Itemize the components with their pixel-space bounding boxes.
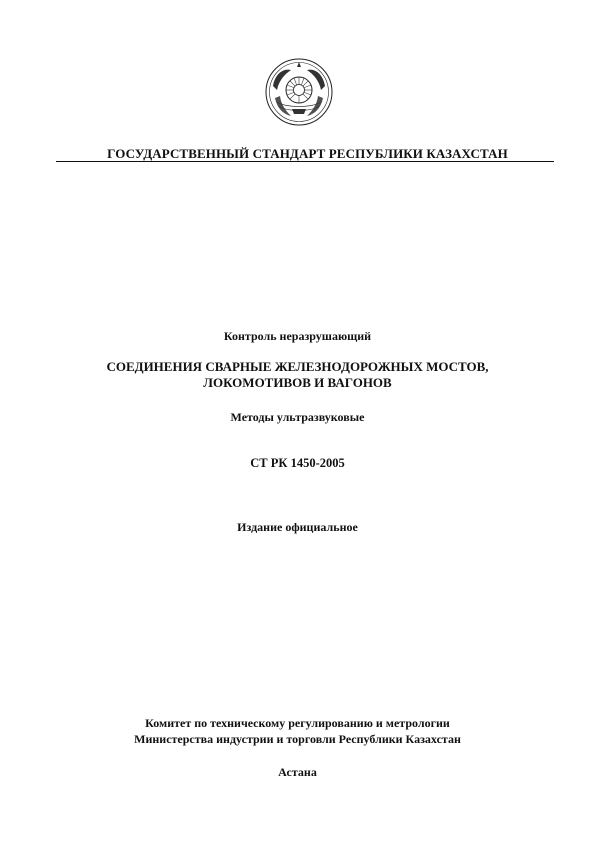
edition-label: Издание официальное [237,520,358,534]
publication-city: Астана [278,765,317,779]
document-title-line-1: СОЕДИНЕНИЯ СВАРНЫЕ ЖЕЛЕЗНОДОРОЖНЫХ МОСТОВ, [106,359,489,374]
document-header-title: ГОСУДАРСТВЕННЫЙ СТАНДАРТ РЕСПУБЛИКИ КАЗАХСТАН [107,146,508,161]
document-subject: Контроль неразрушающий [223,329,372,343]
state-emblem-icon [263,56,335,128]
document-title-line-2: ЛОКОМОТИВОВ И ВАГОНОВ [203,375,392,390]
header-divider [56,161,554,162]
standard-code: СТ РК 1450-2005 [250,456,345,470]
publisher-line-2: Министерства индустрии и торговли Республики Казахстан [134,732,461,746]
publisher-line-1: Комитет по техническому регулированию и метрологии [145,716,450,730]
document-methods: Методы ультразвуковые [230,410,365,424]
